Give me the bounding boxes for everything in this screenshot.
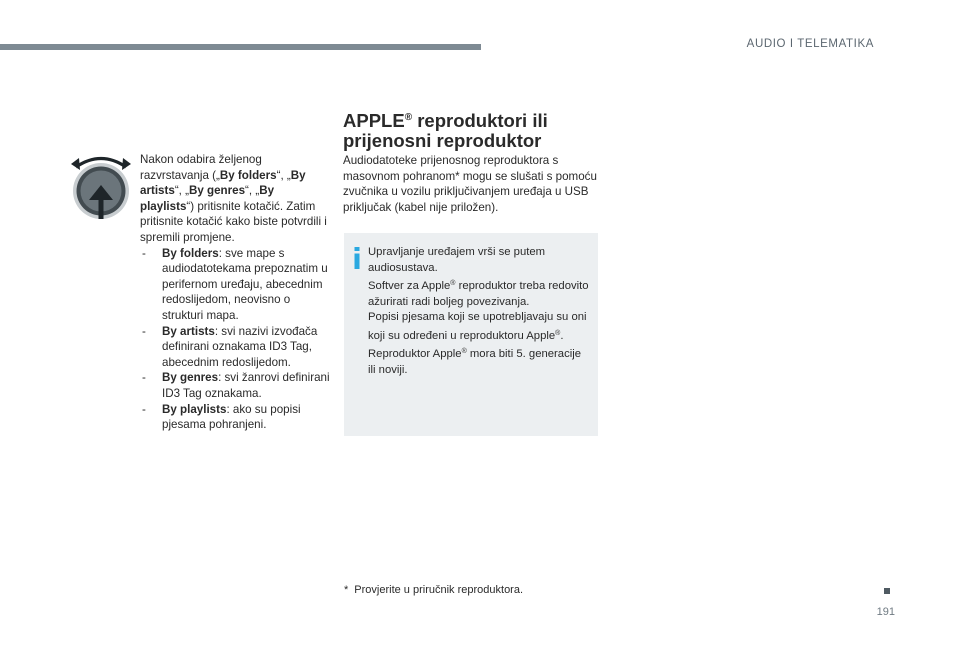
list-item-desc: : svi žanrovi definirani ID3 Tag oznakama. xyxy=(162,371,330,400)
list-item-term: By genres xyxy=(162,371,219,385)
page-number: 191 xyxy=(876,606,895,618)
info-text: . xyxy=(560,329,564,342)
list-item xyxy=(140,246,330,324)
registered-mark: ® xyxy=(461,348,467,355)
info-line xyxy=(368,310,590,344)
list-item-term: By folders xyxy=(162,246,219,260)
registered-mark: ® xyxy=(555,329,561,337)
info-icon xyxy=(353,247,361,269)
list-item-desc: : svi nazivi izvođača definirani oznakama ID3 Tag, abecednim redoslijedom. xyxy=(162,324,318,369)
usb-paragraph: Audiodatoteke prijenosnog reproduktora s masovnom pohranom* mogu se slušati s pomoću zvučnika u vozilu priključivanjem uređaja u USB priključak (kabel nije priložen). xyxy=(343,154,597,214)
intro-text: “, „ xyxy=(276,168,291,182)
list-item xyxy=(140,324,330,371)
sort-options-list xyxy=(140,246,330,433)
heading-brand: APPLE xyxy=(343,110,405,131)
info-line xyxy=(368,276,590,310)
list-item-desc: : sve mape s audiodatotekama prepoznatim u perifernom uređaju, abecednim redoslijedom, neovisno o strukturi mapa. xyxy=(162,246,328,322)
section-heading xyxy=(343,108,603,151)
info-text: Softver za Apple xyxy=(368,280,451,292)
intro-term-folders: By folders xyxy=(219,168,277,182)
footnote-text: Provjerite u priručnik reproduktora. xyxy=(354,584,524,596)
info-box xyxy=(344,233,598,436)
intro-term-playlists: By playlists xyxy=(140,184,275,213)
info-text: Popisi pjesama koji se upotrebljavaju su oni koji su određeni u reproduktoru Apple xyxy=(368,311,587,342)
section-title: AUDIO I TELEMATIKA xyxy=(746,38,874,50)
continuation-mark xyxy=(884,588,890,594)
info-line xyxy=(368,344,590,378)
intro-term-genres: By genres xyxy=(188,184,246,198)
intro-text: Nakon odabira željenog razvrstavanja („ xyxy=(140,153,262,182)
intro-text: “, „ xyxy=(174,184,189,198)
footnote-marker: * xyxy=(344,584,349,596)
info-line: Upravljanje uređajem vrši se putem audiosustava. xyxy=(368,246,546,274)
info-text: mora biti 5. generacije ili noviji. xyxy=(368,348,582,376)
info-text: Reproduktor Apple xyxy=(368,348,462,360)
info-text: reproduktor treba redovito ažurirati radi boljeg povezivanja. xyxy=(368,280,589,308)
header-bar xyxy=(0,44,481,50)
list-item-desc: : ako su popisi pjesama pohranjeni. xyxy=(162,402,301,432)
intro-text: “, „ xyxy=(245,184,260,198)
intro-term-artists: By artists xyxy=(140,168,306,198)
registered-mark: ® xyxy=(404,112,413,123)
list-item xyxy=(140,402,330,433)
left-column xyxy=(140,152,330,433)
list-item xyxy=(140,370,330,401)
intro-text: “) pritisnite kotačić. Zatim pritisnite kotačić kako biste potvrdili i spremili promjene. xyxy=(140,199,327,244)
footnote xyxy=(344,584,523,596)
registered-mark: ® xyxy=(450,280,456,287)
rotary-knob-icon xyxy=(70,153,132,223)
list-item-term: By playlists xyxy=(162,402,227,416)
list-item-term: By artists xyxy=(162,324,215,338)
heading-text: reproduktori ili prijenosni reproduktor xyxy=(343,110,548,151)
intro-paragraph xyxy=(140,152,330,246)
